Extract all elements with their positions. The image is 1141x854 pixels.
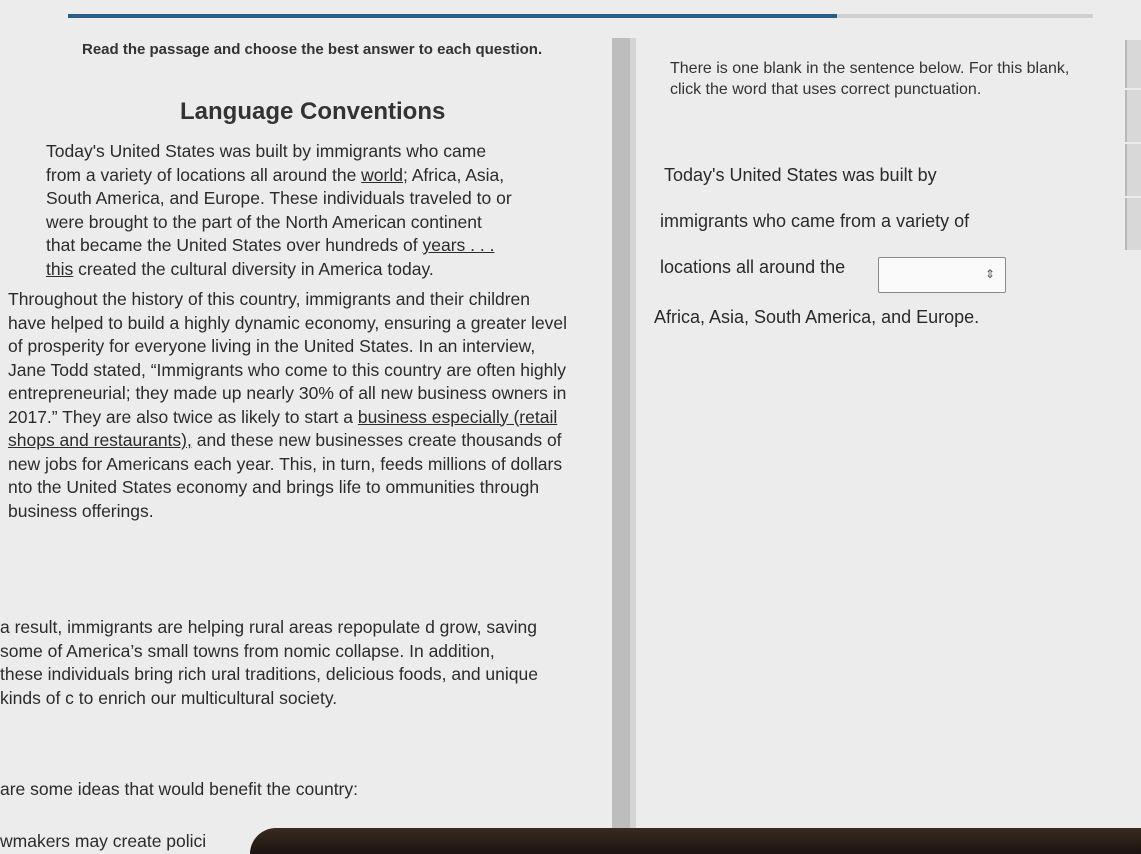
- passage-paragraph-1: [46, 140, 586, 281]
- sidebar-edge-tab[interactable]: [1125, 198, 1141, 250]
- chevron-updown-icon: ⇕: [984, 267, 995, 281]
- passage-paragraph-2: Throughout the history of this country, immigrants and their children have helped to build a highly dynamic economy, ensuring a greater level of prosperity for everyone living in the United States. In an interview, Jane Todd stated, “Immigrants who come to this country are often highly entrepreneurial; they made up nearly 30% of all new business owners in 2017.” They are also twice as likely to start a business especially (retail shops and restaurants), and these new businesses create thousands of new jobs for Americans each year. This, in turn, feeds millions of dollars nto the United States economy and brings life to ommunities through business offerings.: [8, 289, 568, 521]
- sidebar-edge-tab[interactable]: [1125, 40, 1141, 88]
- passage-line: Today's United States was built by immigrants who came: [46, 141, 487, 161]
- sentence-line: Africa, Asia, South America, and Europe.: [654, 307, 980, 327]
- sidebar-edge-tab[interactable]: [1125, 90, 1141, 142]
- instructions-text: Read the passage and choose the best answer to each question.: [82, 41, 543, 58]
- underlined-years: years . . .: [422, 235, 495, 255]
- photo-shadow: [250, 828, 1141, 854]
- passage-line: from a variety of locations all around the world; Africa, Asia,: [46, 164, 505, 185]
- progress-bar-fill: [68, 14, 837, 18]
- sidebar-edge-tab[interactable]: [1125, 144, 1141, 196]
- sentence-line: locations all around the: [660, 257, 846, 277]
- answer-dropdown[interactable]: [878, 257, 1006, 293]
- passage-line: were brought to the part of the North American continent: [46, 211, 482, 232]
- sentence-line: Today's United States was built by: [664, 165, 937, 185]
- progress-bar: [68, 14, 1093, 18]
- sentence-line: immigrants who came from a variety of: [660, 211, 970, 231]
- passage-line: this created the cultural diversity in America today.: [46, 258, 434, 279]
- underlined-phrase-business: business especially (retail shops and restaurants),: [8, 406, 558, 450]
- question-prompt: There is one blank in the sentence below. For this blank, click the word that uses correct punctuation.: [670, 60, 1070, 98]
- passage-paragraph-5: wmakers may create polici: [0, 831, 207, 851]
- pane-divider-edge: [630, 38, 636, 838]
- underlined-word-this: this: [46, 258, 74, 279]
- passage-paragraph-3: a result, immigrants are helping rural areas repopulate d grow, saving some of America’s small towns from nomic collapse. In addition, these individuals bring rich ural traditions, delicious foods, and unique kinds of c to enrich our multicultural society.: [0, 617, 538, 708]
- section-title: Language Conventions: [180, 98, 446, 125]
- passage-paragraph-4: are some ideas that would benefit the country:: [0, 779, 358, 799]
- pane-divider[interactable]: [612, 38, 630, 838]
- passage-line: South America, and Europe. These individuals traveled to or: [46, 188, 512, 208]
- underlined-word-world: world: [361, 164, 403, 185]
- passage-line: that became the United States over hundreds of years . . .: [46, 235, 495, 255]
